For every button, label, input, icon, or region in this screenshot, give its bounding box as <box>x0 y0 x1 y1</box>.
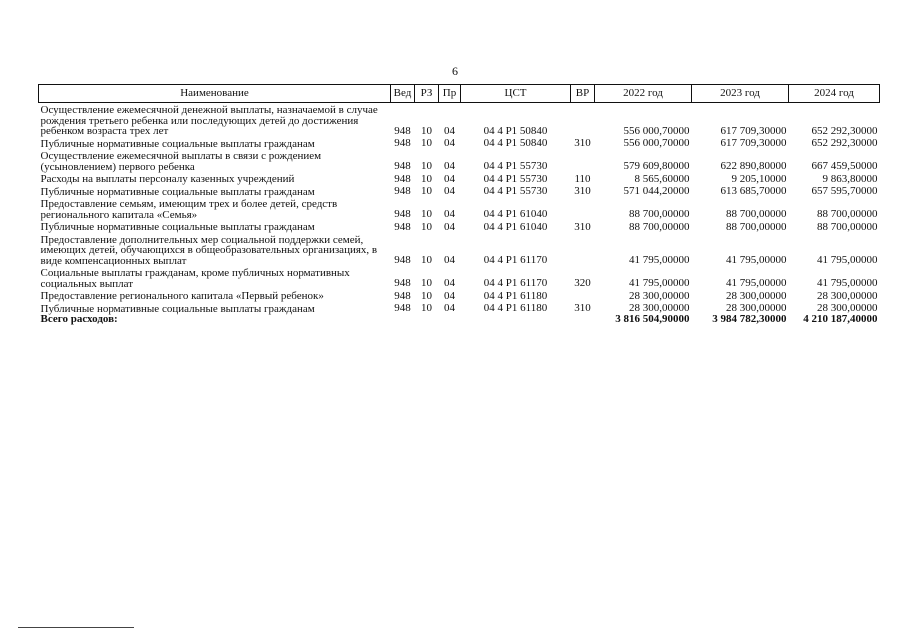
row-2024: 652 292,30000 <box>811 124 878 137</box>
header-cell: Пр <box>439 85 461 103</box>
row-rz: 10 <box>421 254 432 266</box>
row-cst: 04 4 P1 61040 <box>483 208 548 220</box>
row-2022: 28 300,00000 <box>629 289 690 302</box>
row-2022: 88 700,00000 <box>629 208 690 220</box>
row-vr: 310 <box>574 220 591 233</box>
row-rz: 10 <box>421 208 432 220</box>
row-vr <box>571 233 595 267</box>
footer-rule <box>18 627 134 628</box>
row-name: Социальные выплаты гражданам, кроме публичных нормативных социальных выплат <box>40 267 350 290</box>
row-2022: 8 565,60000 <box>634 172 690 185</box>
table-row <box>39 185 880 198</box>
row-2023: 88 700,00000 <box>726 208 787 220</box>
row-cst: 04 4 P1 61170 <box>483 277 548 289</box>
row-2022: 41 795,00000 <box>629 277 690 289</box>
row-vr <box>571 289 595 302</box>
row-pr: 04 <box>444 289 455 302</box>
header-cell: ВР <box>571 85 595 103</box>
row-2022: 28 300,00000 <box>629 302 690 314</box>
row-vr: 310 <box>574 185 591 197</box>
row-2024: 667 459,50000 <box>811 160 878 172</box>
row-rz: 10 <box>421 220 432 233</box>
row-2023: 88 700,00000 <box>726 220 787 233</box>
row-cst: 04 4 P1 61180 <box>483 302 548 314</box>
row-cst: 04 4 P1 55730 <box>483 185 548 197</box>
row-name: Публичные нормативные социальные выплаты гражданам <box>40 302 315 315</box>
row-pr: 04 <box>444 208 455 220</box>
row-pr: 04 <box>444 302 455 314</box>
row-2023: 41 795,00000 <box>726 254 787 266</box>
row-pr: 04 <box>444 185 455 197</box>
header-cell: РЗ <box>415 85 439 103</box>
row-pr: 04 <box>444 124 455 137</box>
row-2024: 652 292,30000 <box>811 137 878 149</box>
row-2024: 657 595,70000 <box>811 185 878 197</box>
total-2024: 4 210 187,40000 <box>803 313 878 325</box>
row-2022: 579 609,80000 <box>623 160 690 172</box>
row-name: Публичные нормативные социальные выплаты гражданам <box>40 185 315 198</box>
row-cst: 04 4 P1 55730 <box>483 160 548 172</box>
total-2023: 3 984 782,30000 <box>712 313 787 325</box>
row-2022: 556 000,70000 <box>623 137 690 149</box>
row-rz: 10 <box>421 185 432 197</box>
row-vr: 320 <box>574 277 591 289</box>
table-header-row <box>39 85 880 103</box>
row-pr: 04 <box>444 137 455 149</box>
row-2024: 41 795,00000 <box>817 254 878 266</box>
row-vr <box>571 149 595 172</box>
row-2024: 41 795,00000 <box>817 277 878 289</box>
row-name: Публичные нормативные социальные выплаты гражданам <box>40 137 315 150</box>
expenditure-table <box>38 84 880 325</box>
row-cst: 04 4 P1 61170 <box>483 254 548 266</box>
row-2023: 9 205,10000 <box>731 172 787 185</box>
row-2023: 617 709,30000 <box>720 124 787 137</box>
total-label: Всего расходов: <box>40 313 118 325</box>
row-rz: 10 <box>421 172 432 185</box>
row-ved: 948 <box>394 160 411 172</box>
row-2022: 88 700,00000 <box>629 220 690 233</box>
row-ved: 948 <box>394 137 411 149</box>
row-name: Осуществление ежемесячной денежной выплаты, назначаемой в случае рождения третьего ребенка или последующих детей до достижения ребенком возраста трех лет <box>40 104 378 137</box>
row-vr <box>571 197 595 220</box>
row-2024: 9 863,80000 <box>822 172 878 185</box>
row-ved: 948 <box>394 302 411 314</box>
row-vr: 310 <box>574 302 591 314</box>
row-ved: 948 <box>394 289 411 302</box>
row-2024: 28 300,00000 <box>817 302 878 314</box>
row-2022: 556 000,70000 <box>623 124 690 137</box>
row-2023: 613 685,70000 <box>720 185 787 197</box>
table-row <box>39 172 880 185</box>
row-2024: 88 700,00000 <box>817 220 878 233</box>
page-number: 6 <box>452 64 458 78</box>
row-pr: 04 <box>444 220 455 233</box>
row-rz: 10 <box>421 124 432 137</box>
row-vr: 110 <box>574 172 591 185</box>
row-ved: 948 <box>394 185 411 197</box>
header-cell: 2022 год <box>595 85 692 103</box>
table-row <box>39 233 880 267</box>
row-rz: 10 <box>421 137 432 149</box>
row-cst: 04 4 P1 61040 <box>483 220 548 233</box>
row-cst: 04 4 P1 61180 <box>483 289 548 302</box>
row-ved: 948 <box>394 220 411 233</box>
row-2023: 28 300,00000 <box>726 289 787 302</box>
total-2022: 3 816 504,90000 <box>615 313 690 325</box>
row-vr: 310 <box>574 137 591 149</box>
row-2022: 41 795,00000 <box>629 254 690 266</box>
header-cell: Наименование <box>39 85 391 103</box>
row-rz: 10 <box>421 289 432 302</box>
row-pr: 04 <box>444 160 455 172</box>
row-cst: 04 4 P1 50840 <box>483 137 548 149</box>
row-ved: 948 <box>394 254 411 266</box>
row-cst: 04 4 P1 55730 <box>483 172 548 185</box>
row-pr: 04 <box>444 172 455 185</box>
table-row <box>39 266 880 289</box>
row-name: Осуществление ежемесячной выплаты в связи с рождением (усыновлением) первого ребенка <box>40 150 322 173</box>
row-rz: 10 <box>421 277 432 289</box>
header-cell: 2024 год <box>789 85 880 103</box>
table-row <box>39 149 880 172</box>
row-2023: 41 795,00000 <box>726 277 787 289</box>
row-name: Предоставление семьям, имеющим трех и более детей, средств регионального капитала «Семья» <box>40 198 338 221</box>
row-name: Публичные нормативные социальные выплаты гражданам <box>40 221 315 233</box>
header-cell: Вед <box>391 85 415 103</box>
row-cst: 04 4 P1 50840 <box>483 124 548 137</box>
row-2022: 571 044,20000 <box>623 185 690 197</box>
row-name: Предоставление регионального капитала «Первый ребенок» <box>40 290 324 302</box>
table-row <box>39 137 880 150</box>
row-2023: 28 300,00000 <box>726 302 787 314</box>
row-ved: 948 <box>394 172 411 185</box>
row-name: Расходы на выплаты персоналу казенных учреждений <box>40 173 295 185</box>
table-row <box>39 103 880 137</box>
row-rz: 10 <box>421 160 432 172</box>
row-2024: 28 300,00000 <box>817 289 878 302</box>
total-row <box>39 314 880 325</box>
row-pr: 04 <box>444 254 455 266</box>
row-rz: 10 <box>421 302 432 314</box>
row-2023: 622 890,80000 <box>720 160 787 172</box>
table-row <box>39 220 880 233</box>
row-pr: 04 <box>444 277 455 289</box>
row-name: Предоставление дополнительных мер социальной поддержки семей, имеющих детей, обучающихся в общеобразовательных организациях, в виде компенсационных выплат <box>40 233 378 267</box>
table-row <box>39 197 880 220</box>
row-ved: 948 <box>394 277 411 289</box>
row-ved: 948 <box>394 124 411 137</box>
table-row <box>39 289 880 302</box>
row-vr <box>571 103 595 137</box>
row-2023: 617 709,30000 <box>720 137 787 149</box>
header-cell: 2023 год <box>692 85 789 103</box>
header-cell: ЦСТ <box>461 85 571 103</box>
row-2024: 88 700,00000 <box>817 208 878 220</box>
row-ved: 948 <box>394 208 411 220</box>
